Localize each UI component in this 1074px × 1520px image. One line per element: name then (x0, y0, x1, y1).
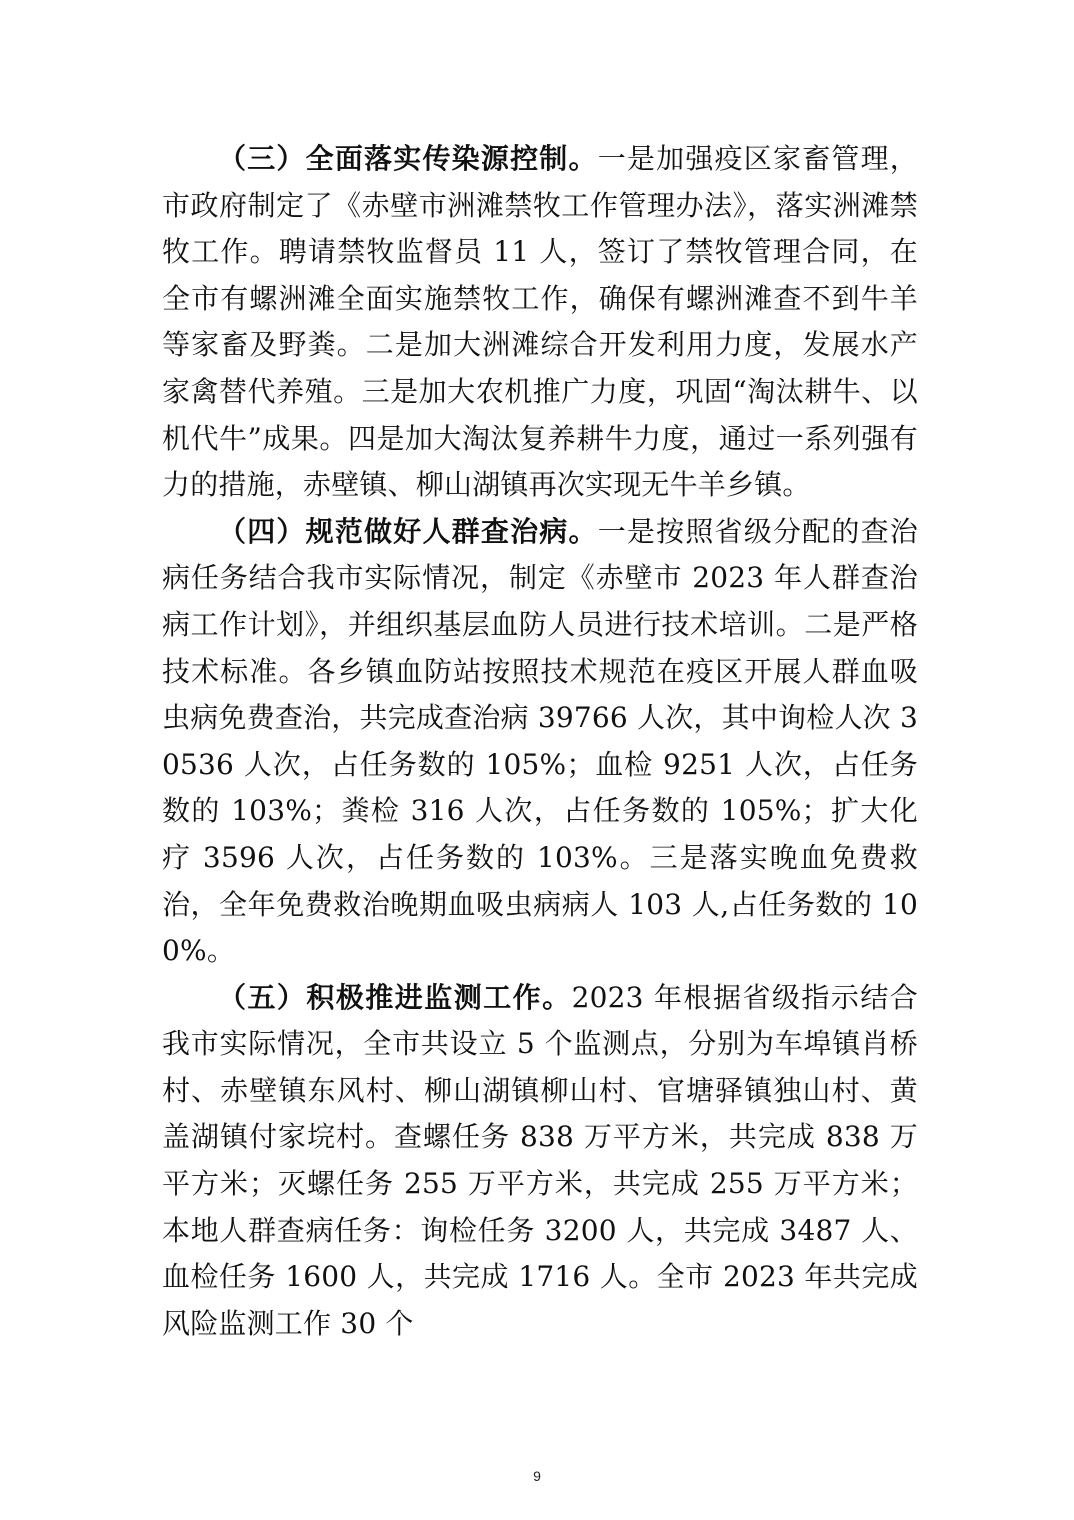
paragraph-text-3: 一是加强疫区家畜管理，市政府制定了《赤壁市洲滩禁牧工作管理办法》，落实洲滩禁牧工作。聘请禁牧监督员 11 人，签订了禁牧管理合同，在全市有螺洲滩全面实施禁牧工作，确保有螺洲滩查不到牛羊等家畜及野粪。二是加大洲滩综合开发利用力度，发展水产家禽替代养殖。三是加大农机推广力度，巩固“淘汰耕牛、以机代牛”成果。四是加大淘汰复养耕牛力度，通过一系列强有力的措施，赤壁镇、柳山湖镇再次实现无牛羊乡镇。 (162, 142, 919, 502)
paragraph-transmission-source-control (162, 136, 918, 509)
paragraph-monitoring-work (162, 975, 918, 1348)
section-heading-3: （三）全面落实传染源控制。 (218, 142, 598, 175)
paragraph-population-screening (162, 509, 918, 975)
document-body (162, 136, 918, 1347)
paragraph-text-4: 一是按照省级分配的查治病任务结合我市实际情况，制定《赤壁市 2023 年人群查治病工作计划》，并组织基层血防人员进行技术培训。二是严格技术标准。各乡镇血防站按照技术规范在疫区开展人群血吸虫病免费查治，共完成查治病 39766 人次，其中询检人次 30536 人次，占任务数的 105%；血检 9251 人次，占任务数的 103%；粪检 316 人次，占任务数的 105%；扩大化疗 3596 人次，占任务数的 103%。三是落实晚血免费救治，全年免费救治晚期血吸虫病病人 103 人,占任务数的 100%。 (162, 514, 919, 968)
paragraph-text-5: 2023 年根据省级指示结合我市实际情况，全市共设立 5 个监测点，分别为车埠镇肖桥村、赤壁镇东风村、柳山湖镇柳山村、官塘驿镇独山村、黄盖湖镇付家垸村。查螺任务 838 万平方米，共完成 838 万平方米；灭螺任务 255 万平方米，共完成 255 万平方米；本地人群查病任务：询检任务 3200 人，共完成 3487 人、血检任务 1600 人，共完成 1716 人。全市 2023 年共完成风险监测工作 30 个 (162, 980, 918, 1340)
section-heading-4: （四）规范做好人群查治病。 (218, 514, 598, 548)
section-heading-5: （五）积极推进监测工作。 (218, 980, 572, 1014)
page-number: 9 (533, 1468, 541, 1484)
